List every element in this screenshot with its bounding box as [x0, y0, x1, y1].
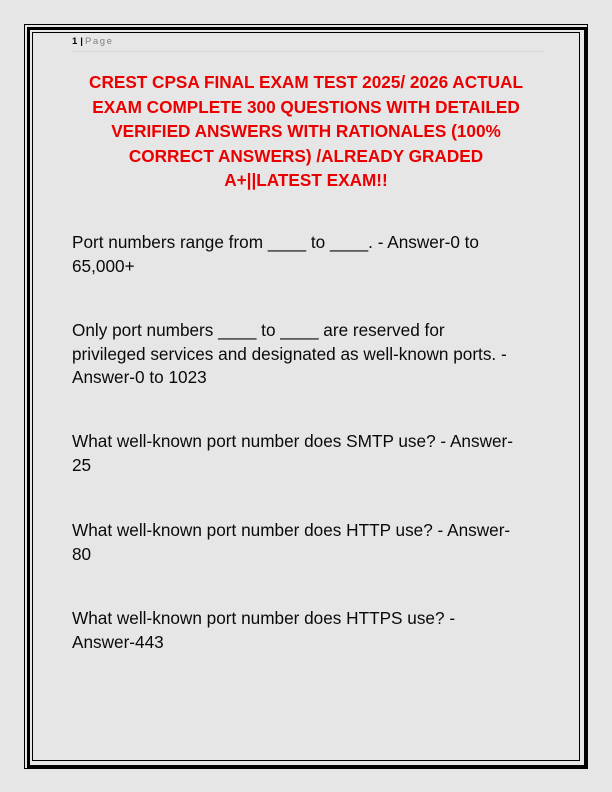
- title-line: EXAM COMPLETE 300 QUESTIONS WITH DETAILED: [92, 96, 520, 117]
- qa-line: What well-known port number does HTTPS use? -: [72, 608, 456, 628]
- page-header: [72, 36, 543, 52]
- question-answer-1: [72, 231, 552, 278]
- qa-line: What well-known port number does HTTP use? - Answer-: [72, 520, 511, 540]
- qa-line: Only port numbers ____ to ____ are reserved for: [72, 320, 445, 340]
- page-number: 1: [72, 36, 78, 47]
- page-separator: |: [80, 36, 83, 47]
- question-answer-2: [72, 319, 552, 390]
- qa-line: Port numbers range from ____ to ____. - Answer-0 to: [72, 232, 479, 252]
- title-line: VERIFIED ANSWERS WITH RATIONALES (100%: [111, 121, 501, 141]
- qa-line: privileged services and designated as well-known ports. -: [72, 343, 507, 364]
- title-line: CORRECT ANSWERS) /ALREADY GRADED: [128, 145, 484, 166]
- page-label: Page: [84, 36, 114, 47]
- document-title: [70, 70, 542, 193]
- qa-line: Answer-443: [72, 631, 164, 652]
- qa-line: 65,000+: [72, 255, 135, 276]
- qa-line: 80: [72, 543, 92, 564]
- title-line: CREST CPSA FINAL EXAM TEST 2025/ 2026 ACTUAL: [89, 72, 523, 92]
- title-line: A+||LATEST EXAM!!: [224, 170, 388, 190]
- question-answer-5: [72, 607, 552, 654]
- qa-line: Answer-0 to 1023: [72, 367, 207, 387]
- qa-line: 25: [72, 454, 92, 475]
- question-answer-4: [72, 519, 552, 566]
- question-answer-3: [72, 430, 552, 477]
- qa-line: What well-known port number does SMTP use? - Answer-: [72, 431, 514, 451]
